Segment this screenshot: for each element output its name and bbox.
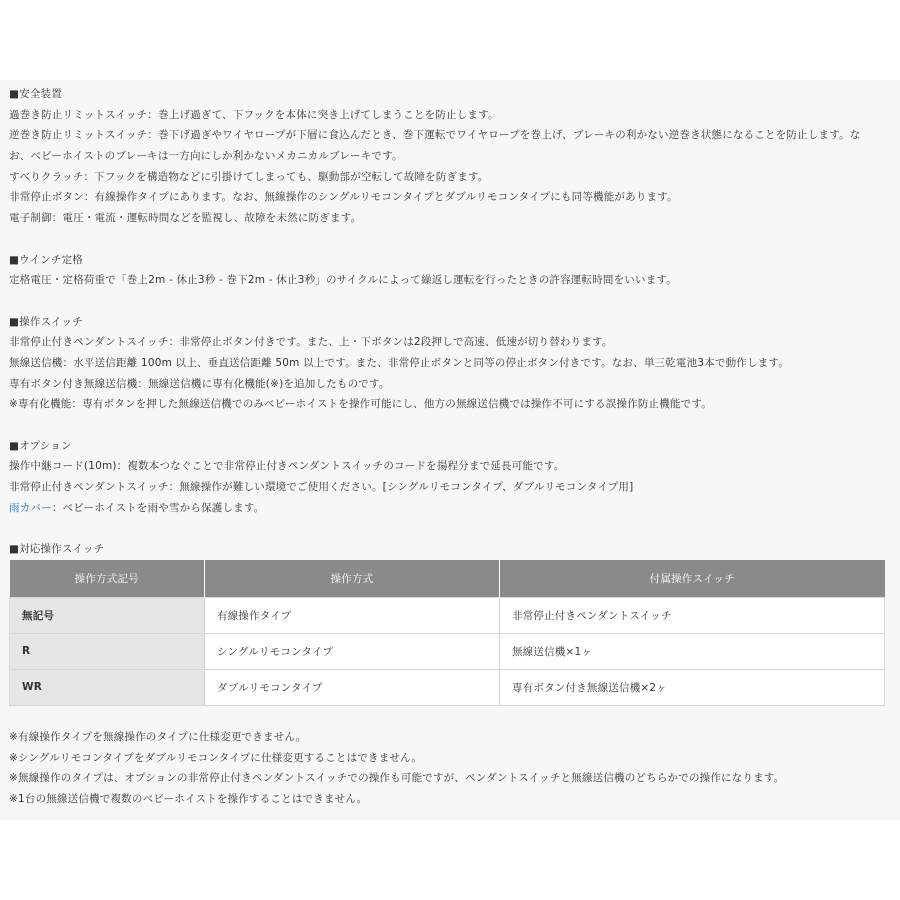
cell-switch: 無線送信機×1ヶ	[500, 633, 885, 669]
column-header-switch: 付属操作スイッチ	[500, 560, 885, 598]
spacer	[9, 229, 891, 250]
switches-line: 非常停止付きペンダントスイッチ：非常停止ボタン付きです。また、上・下ボタンは2段押しで高速、低速が切り替わります。	[9, 336, 613, 349]
table-row	[10, 597, 885, 633]
note-line: ※有線操作タイプを無線操作のタイプに仕様変更できません。	[9, 730, 307, 743]
winch-line: 定格電圧・定格荷重で「巻上2m - 休止3秒 - 巻下2m - 休止3秒」のサイクルによって繰返し運転を行ったときの許容運転時間をいいます。	[9, 274, 677, 287]
table-row	[10, 669, 885, 705]
cell-code: R	[10, 633, 205, 669]
note-line: ※無線操作のタイプは、オプションの非常停止付きペンダントスイッチでの操作も可能ですが、ペンダントスイッチと無線送信機のどちらかでの操作になります。	[9, 772, 785, 785]
safety-heading: ■安全装置	[9, 88, 62, 100]
safety-line: 過巻き防止リミットスイッチ：巻上げ過ぎて、下フックを本体に突き上げてしまうことを防止します。	[9, 108, 499, 121]
cell-mode: 有線操作タイプ	[205, 597, 500, 633]
safety-line: お、ベビーホイストのブレーキは一方向にしか利かないメカニカルブレーキです。	[9, 150, 403, 163]
cell-switch: 非常停止付きペンダントスイッチ	[500, 597, 885, 633]
safety-line: 電子制御：電圧・電流・運転時間などを監視し、故障を未然に防ぎます。	[9, 212, 362, 225]
spec-content	[9, 84, 891, 810]
spacer	[9, 415, 891, 436]
safety-line: すべりクラッチ：下フックを構造物などに引掛けてしまっても、駆動部が空転して故障を防ぎます。	[9, 170, 489, 183]
safety-line: 逆巻き防止リミットスイッチ：巻下げ過ぎやワイヤロープが下層に食込んだとき、巻下運転でワイヤロープを巻上げ、ブレーキの利かない逆巻き状態になることを防止します。な	[9, 129, 861, 142]
column-header-mode: 操作方式	[205, 560, 500, 598]
switches-line: 無線送信機：水平送信距離 100m 以上、垂直送信距離 50m 以上です。また、非常停止ボタンと同等の停止ボタン付きです。なお、単三乾電池3本で動作します。	[9, 356, 789, 369]
options-line: 非常停止付きペンダントスイッチ：無線操作が難しい環境でご使用ください。[シングルリモコンタイプ、ダブルリモコンタイプ用]	[9, 481, 634, 494]
compat-table	[9, 560, 885, 706]
cell-switch: 専有ボタン付き無線送信機×2ヶ	[500, 669, 885, 705]
note-line: ※1台の無線送信機で複数のベビーホイストを操作することはできません。	[9, 792, 368, 805]
note-line: ※シングルリモコンタイプをダブルリモコンタイプに仕様変更することはできません。	[9, 751, 423, 764]
switches-line: 専有ボタン付き無線送信機：無線送信機に専有化機能(※)を追加したものです。	[9, 377, 390, 390]
safety-line: 非常停止ボタン：有線操作タイプにあります。なお、無線操作のシングルリモコンタイプとダブルリモコンタイプにも同等機能があります。	[9, 191, 678, 204]
spacer	[9, 518, 891, 539]
switches-heading: ■操作スイッチ	[9, 315, 83, 328]
spacer	[9, 291, 891, 312]
cell-code: WR	[10, 669, 205, 705]
options-heading: ■オプション	[9, 439, 72, 452]
table-row	[10, 633, 885, 669]
rain-cover-link[interactable]: 雨カバー	[9, 501, 52, 514]
options-line: 操作中継コード(10m)：複数本つなぐことで非常停止付きペンダントスイッチのコードを揚程分まで延長可能です。	[9, 460, 565, 473]
cell-code: 無記号	[10, 597, 205, 633]
options-line	[9, 498, 891, 519]
switches-line: ※専有化機能：専有ボタンを押した無線送信機でのみベビーホイストを操作可能にし、他方の無線送信機では操作不可にする誤操作防止機能です。	[9, 398, 712, 411]
table-header-row	[10, 560, 885, 598]
winch-heading: ■ウインチ定格	[9, 253, 84, 266]
notes	[9, 727, 891, 810]
column-header-code: 操作方式記号	[10, 560, 205, 598]
cell-mode: ダブルリモコンタイプ	[205, 669, 500, 705]
compat-heading: ■対応操作スイッチ	[9, 543, 105, 556]
cell-mode: シングルリモコンタイプ	[205, 633, 500, 669]
rain-cover-description: ：ベビーホイストを雨や雪から保護します。	[51, 501, 265, 514]
